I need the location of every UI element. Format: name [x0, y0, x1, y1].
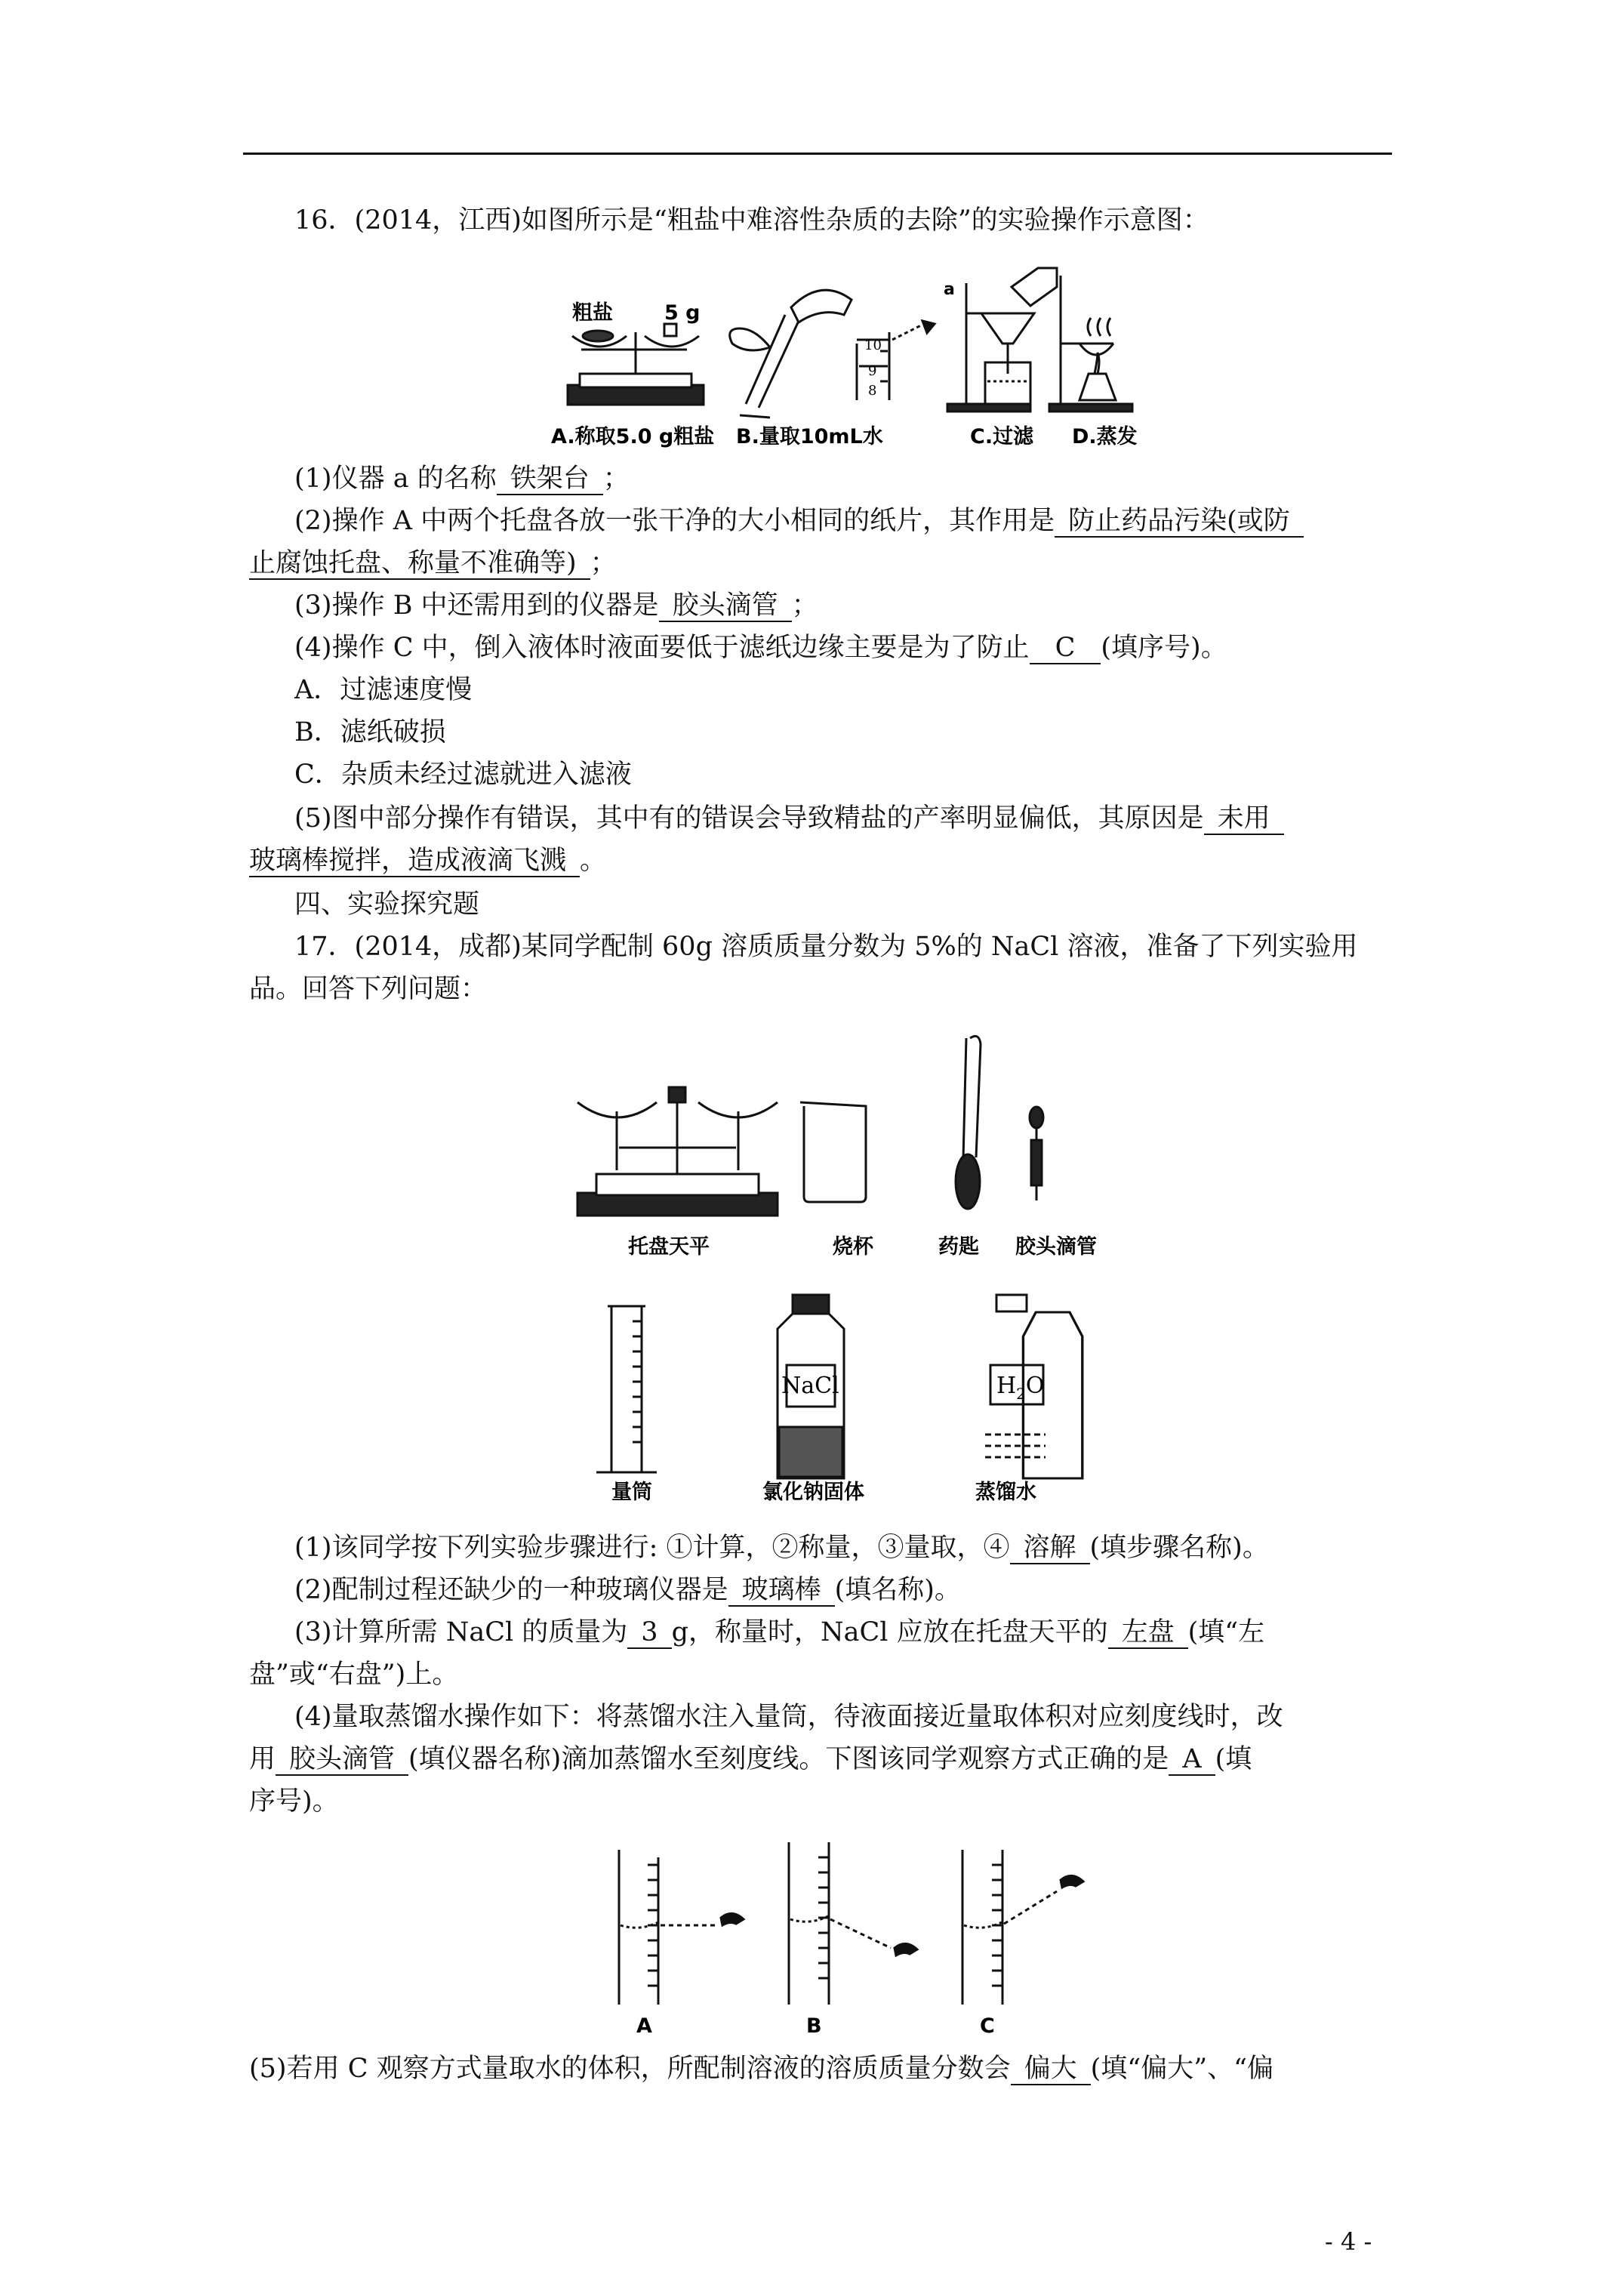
q16-part2: (2)操作 A 中两个托盘各放一张干净的大小相同的纸片，其作用是 防止药品污染(或防	[294, 504, 1304, 538]
section-heading: 四、实验探究题	[294, 889, 480, 920]
measuring-cylinder-icon	[596, 1306, 657, 1472]
caption-b: B.量取10mL水	[736, 425, 883, 448]
answer-blank: 偏大	[1011, 2054, 1091, 2085]
scale-8: 8	[868, 383, 877, 399]
scale-10: 10	[864, 337, 882, 353]
label-c: C	[980, 2014, 995, 2038]
spatula-icon	[956, 1036, 981, 1209]
balance-icon	[568, 324, 704, 405]
q16-operation-figure	[551, 260, 1200, 453]
graduated-cylinder-icon	[730, 290, 935, 418]
answer-blank: C	[1030, 633, 1101, 664]
q16-part1: (1)仪器 a 的名称 铁架台 ；	[294, 464, 630, 494]
item-cylinder: 量筒	[611, 1481, 652, 1504]
q16-part2-cont: 止腐蚀托盘、称量不准确等) ；	[249, 548, 617, 578]
beaker-icon	[800, 1102, 866, 1202]
q17-part2: (2)配制过程还缺少的一种玻璃仪器是 玻璃棒 (填名称)。	[294, 1575, 961, 1605]
q17-part3: (3)计算所需 NaCl 的质量为 3 g，称量时，NaCl 应放在托盘天平的 左盘 (填“左	[294, 1617, 1265, 1647]
q16-part5: (5)图中部分操作有错误，其中有的错误会导致精盐的产率明显偏低，其原因是 未用	[294, 802, 1284, 835]
item-balance: 托盘天平	[628, 1235, 710, 1259]
answer-blank: 玻璃棒搅拌，造成液滴飞溅	[249, 846, 580, 877]
option-b: B．滤纸破损	[294, 717, 446, 747]
answer-blank: 防止药品污染(或防	[1055, 506, 1304, 538]
answer-blank: 胶头滴管	[659, 590, 792, 622]
item-spatula: 药匙	[938, 1235, 979, 1259]
q17-stem: 17．(2014，成都)某同学配制 60g 溶质质量分数为 5%的 NaCl 溶液，准备了下列实验用	[294, 932, 1358, 962]
answer-blank: 溶解	[1010, 1533, 1090, 1564]
reading-c	[962, 1850, 1083, 2005]
answer-blank: 未用	[1204, 803, 1284, 835]
header-rule	[243, 153, 1392, 155]
reading-a	[619, 1850, 744, 2005]
q17-materials-figure	[574, 1027, 1117, 1510]
caption-c: C.过滤	[970, 425, 1034, 448]
reading-methods-figure	[604, 1835, 1095, 2039]
q17-part4-cont: 用 胶头滴管 (填仪器名称)滴加蒸馏水至刻度线。下图该同学观察方式正确的是 A (填	[249, 1744, 1252, 1774]
q16-part4: (4)操作 C 中，倒入液体时液面要低于滤纸边缘主要是为了防止 C (填序号)。	[294, 633, 1227, 663]
nacl-label: NaCl	[781, 1373, 839, 1399]
q16-part3: (3)操作 B 中还需用到的仪器是 胶头滴管 ；	[294, 590, 818, 621]
page-number: - 4 -	[1325, 2227, 1372, 2256]
label-5g: 5 g	[664, 301, 701, 325]
h2o-label: $H_2O$	[996, 1373, 1045, 1403]
answer-blank: 3	[627, 1617, 671, 1649]
q17-part1: (1)该同学按下列实验步骤进行: ①计算，②称量，③量取，④ 溶解 (填步骤名称)。	[294, 1533, 1269, 1563]
q17-part4: (4)量取蒸馏水操作如下：将蒸馏水注入量筒，待液面接近量取体积对应刻度线时，改	[294, 1702, 1283, 1732]
item-beaker: 烧杯	[833, 1235, 873, 1259]
answer-blank: 左盘	[1108, 1617, 1188, 1649]
answer-blank: A	[1169, 1744, 1215, 1776]
q17-stem-cont: 品。回答下列问题：	[249, 974, 488, 1004]
q17-part5: (5)若用 C 观察方式量取水的体积，所配制溶液的溶质质量分数会 偏大 (填“偏大”、“偏	[249, 2054, 1273, 2084]
label-a: a	[944, 280, 955, 299]
evaporation-icon	[1049, 276, 1132, 411]
reading-b	[789, 1842, 917, 2005]
option-c: C．杂质未经过滤就进入滤液	[294, 760, 632, 790]
dropper-icon	[1030, 1107, 1043, 1200]
item-nacl: 氯化钠固体	[762, 1481, 864, 1504]
q16-part5-cont: 玻璃棒搅拌，造成液滴飞溅 。	[249, 846, 607, 876]
scale-9: 9	[868, 363, 877, 379]
answer-blank: 铁架台	[497, 464, 603, 495]
answer-blank: 玻璃棒	[728, 1575, 835, 1607]
filtration-icon	[947, 268, 1057, 411]
label-cuyan: 粗盐	[572, 301, 613, 325]
item-water: 蒸馏水	[975, 1481, 1036, 1504]
answer-blank: 胶头滴管	[276, 1744, 408, 1776]
caption-a: A.称取5.0 g粗盐	[551, 425, 715, 448]
label-a: A	[636, 2014, 652, 2038]
caption-d: D.蒸发	[1072, 425, 1138, 448]
option-a: A．过滤速度慢	[294, 675, 473, 705]
label-b: B	[806, 2014, 822, 2038]
balance-icon	[577, 1087, 778, 1216]
answer-blank: 止腐蚀托盘、称量不准确等)	[249, 548, 590, 580]
q17-part4-cont2: 序号)。	[249, 1786, 339, 1817]
item-dropper: 胶头滴管	[1015, 1235, 1097, 1259]
q16-stem: 16．(2014，江西)如图所示是“粗盐中难溶性杂质的去除”的实验操作示意图：	[294, 205, 1209, 236]
q17-part3-cont: 盘”或“右盘”)上。	[249, 1660, 459, 1690]
